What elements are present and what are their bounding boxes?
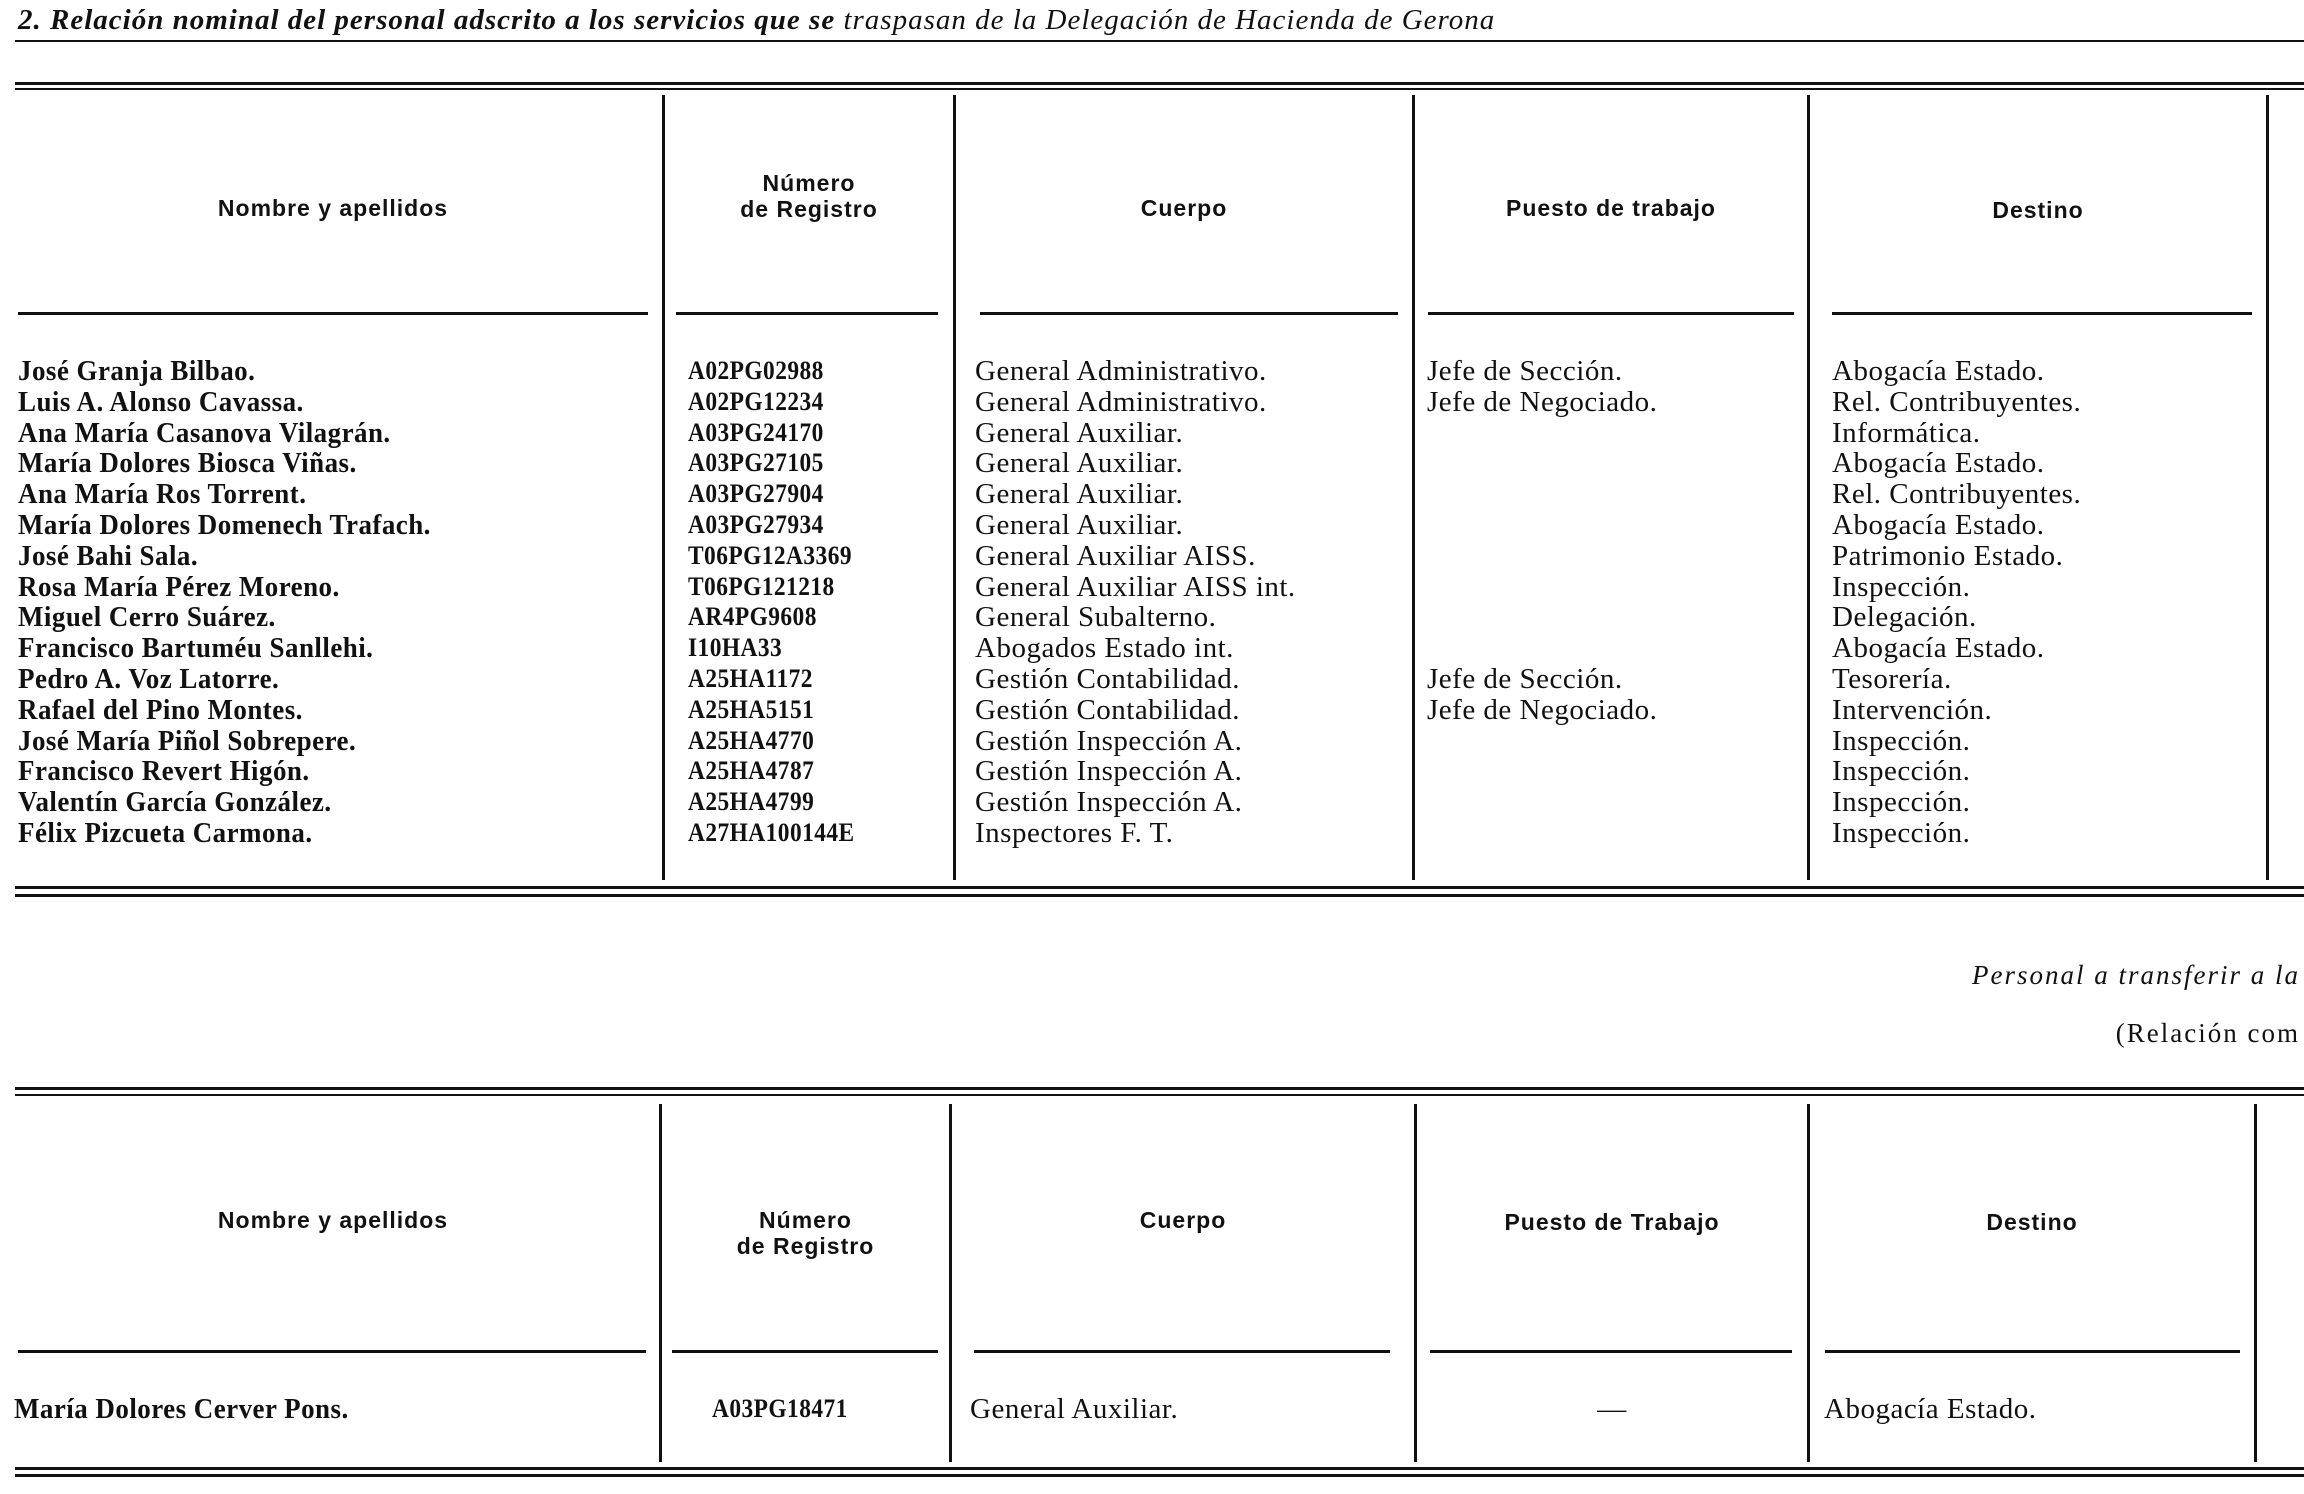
cell-reg: A03PG27904	[688, 479, 824, 509]
cell-name: Rafael del Pino Montes.	[18, 693, 303, 726]
cell-puesto: —	[1597, 1393, 1627, 1425]
cell-destino: Intervención.	[1832, 693, 1993, 726]
table2-top-rule-2	[15, 1094, 2304, 1096]
cell-destino: Tesorería.	[1832, 663, 1952, 695]
cell-reg: A25HA4770	[688, 725, 815, 755]
cell-destino: Abogacía Estado.	[1832, 509, 2045, 541]
table2-col-divider	[2254, 1104, 2257, 1462]
header-underline	[974, 1350, 1390, 1353]
cell-name: Francisco Bartuméu Sanllehi.	[18, 632, 374, 665]
cell-destino: Patrimonio Estado.	[1832, 539, 2064, 572]
table1-bottom-rule-2	[15, 894, 2304, 897]
section-title	[18, 4, 1495, 37]
cell-cuerpo: Inspectores F. T.	[975, 817, 1174, 849]
cell-cuerpo: Gestión Inspección A.	[975, 724, 1243, 757]
header-underline	[1428, 312, 1794, 315]
header-line: de Registro	[736, 1233, 875, 1259]
cell-cuerpo: General Administrativo.	[975, 355, 1267, 387]
cell-name: María Dolores Domenech Trafach.	[18, 509, 431, 541]
cell-name: Ana María Casanova Vilagrán.	[18, 416, 391, 449]
cell-name: Félix Pizcueta Carmona.	[18, 817, 313, 849]
section2-subcaption: (Relación com	[2115, 1018, 2300, 1048]
header-underline	[672, 1350, 938, 1353]
table1-header-cuerpo: Cuerpo	[1140, 195, 1228, 221]
table2-header-cuerpo: Cuerpo	[1139, 1207, 1227, 1233]
cell-name: María Dolores Biosca Viñas.	[18, 447, 357, 480]
table1-header-nombre: Nombre y apellidos	[217, 195, 449, 221]
cell-name: José Bahi Sala.	[18, 539, 199, 572]
cell-cuerpo: Abogados Estado int.	[975, 632, 1234, 665]
table2-col-divider	[949, 1104, 952, 1462]
cell-puesto: Jefe de Negociado.	[1427, 385, 1658, 418]
cell-reg: A25HA1172	[688, 664, 813, 693]
cell-name: José Granja Bilbao.	[18, 355, 256, 387]
cell-cuerpo: General Subalterno.	[975, 601, 1217, 634]
table2-header-puesto: Puesto de Trabajo	[1504, 1209, 1720, 1235]
cell-destino: Abogacía Estado.	[1824, 1393, 2037, 1425]
cell-cuerpo: General Auxiliar AISS int.	[975, 570, 1296, 603]
cell-cuerpo: General Administrativo.	[975, 385, 1267, 418]
cell-name: José María Piñol Sobrepere.	[18, 724, 357, 757]
cell-destino: Rel. Contribuyentes.	[1832, 478, 2082, 511]
cell-reg: A03PG27105	[688, 448, 824, 478]
table2-col-divider	[659, 1104, 662, 1462]
cell-cuerpo: Gestión Inspección A.	[975, 755, 1243, 788]
section-title-text-cont: traspasan de la Delegación de Hacienda de Gerona	[843, 4, 1496, 36]
cell-destino: Inspección.	[1832, 570, 1971, 603]
cell-name: Ana María Ros Torrent.	[18, 478, 307, 511]
cell-destino: Inspección.	[1832, 817, 1971, 849]
cell-name: Valentín García González.	[18, 786, 332, 819]
table2-header-registro	[662, 1207, 949, 1259]
table1-bottom-rule	[15, 886, 2304, 889]
header-underline	[1832, 312, 2252, 315]
cell-cuerpo: Gestión Inspección A.	[975, 786, 1243, 819]
cell-name: Rosa María Pérez Moreno.	[18, 570, 340, 603]
cell-reg: T06PG12A3369	[688, 540, 853, 570]
section-title-text: Relación nominal del personal adscrito a los servicios que se	[50, 4, 836, 36]
cell-cuerpo: General Auxiliar.	[975, 478, 1184, 511]
cell-reg: A03PG18471	[712, 1394, 848, 1423]
cell-reg: AR4PG9608	[688, 602, 817, 632]
title-rule	[15, 40, 2304, 42]
section2-caption: Personal a transferir a la	[1971, 960, 2300, 990]
cell-destino: Rel. Contribuyentes.	[1832, 385, 2082, 418]
cell-reg: A03PG27934	[688, 510, 824, 539]
table1-top-rule-2	[15, 88, 2304, 90]
cell-cuerpo: General Auxiliar.	[975, 509, 1184, 541]
cell-destino: Inspección.	[1832, 724, 1971, 757]
cell-name: Luis A. Alonso Cavassa.	[18, 385, 304, 418]
cell-reg: A25HA4799	[688, 787, 815, 817]
cell-reg: A02PG02988	[688, 356, 824, 385]
header-underline	[18, 1350, 646, 1353]
header-line: de Registro	[740, 196, 878, 222]
cell-cuerpo: General Auxiliar AISS.	[975, 539, 1256, 572]
cell-name: Miguel Cerro Suárez.	[18, 601, 276, 634]
cell-cuerpo: Gestión Contabilidad.	[975, 693, 1241, 726]
table2-top-rule	[15, 1087, 2304, 1090]
table1-header-destino: Destino	[1992, 197, 2084, 223]
table2-col-divider	[1807, 1104, 1810, 1462]
cell-puesto: Jefe de Sección.	[1427, 663, 1623, 695]
cell-destino: Inspección.	[1832, 786, 1971, 819]
cell-name: Pedro A. Voz Latorre.	[18, 663, 280, 695]
cell-destino: Abogacía Estado.	[1832, 447, 2045, 480]
cell-destino: Delegación.	[1832, 601, 1977, 634]
cell-cuerpo: General Auxiliar.	[975, 447, 1184, 480]
section-number: 2.	[18, 4, 42, 36]
table2-bottom-rule	[15, 1467, 2304, 1470]
cell-reg: I10HA33	[688, 633, 783, 663]
table2-bottom-rule-2	[15, 1474, 2304, 1477]
table1-header-puesto: Puesto de trabajo	[1506, 195, 1716, 221]
table1-header-registro	[665, 170, 953, 222]
cell-name: María Dolores Cerver Pons.	[14, 1393, 349, 1425]
cell-reg: A03PG24170	[688, 417, 824, 447]
cell-name: Francisco Revert Higón.	[18, 755, 310, 788]
header-line: Número	[759, 1207, 852, 1233]
table1-col-divider	[2266, 95, 2269, 880]
table2-header-nombre: Nombre y apellidos	[217, 1207, 449, 1233]
cell-cuerpo: Gestión Contabilidad.	[975, 663, 1241, 695]
cell-destino: Informática.	[1832, 416, 1981, 449]
header-underline	[980, 312, 1398, 315]
table2-header-destino: Destino	[1986, 1209, 2078, 1235]
cell-puesto: Jefe de Sección.	[1427, 355, 1623, 387]
table1-top-rule	[15, 82, 2304, 85]
cell-puesto: Jefe de Negociado.	[1427, 693, 1658, 726]
cell-reg: A27HA100144E	[688, 818, 855, 847]
header-line: Número	[762, 170, 856, 196]
cell-cuerpo: General Auxiliar.	[975, 416, 1184, 449]
header-underline	[1825, 1350, 2240, 1353]
header-underline	[18, 312, 648, 315]
cell-reg: T06PG121218	[688, 571, 835, 601]
cell-reg: A25HA4787	[688, 756, 815, 786]
cell-destino: Inspección.	[1832, 755, 1971, 788]
cell-reg: A02PG12234	[688, 386, 824, 416]
header-underline	[1430, 1350, 1792, 1353]
header-underline	[676, 312, 938, 315]
cell-cuerpo: General Auxiliar.	[970, 1393, 1179, 1425]
cell-destino: Abogacía Estado.	[1832, 355, 2045, 387]
cell-destino: Abogacía Estado.	[1832, 632, 2045, 665]
cell-reg: A25HA5151	[688, 694, 815, 724]
